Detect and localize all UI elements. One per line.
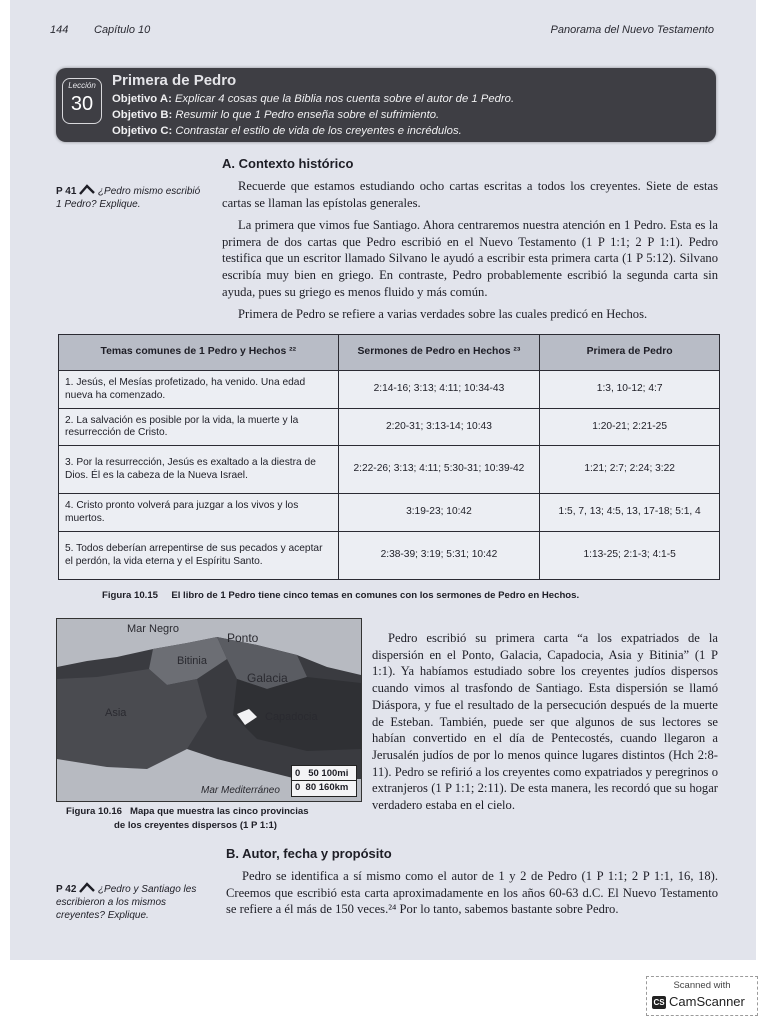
map-scale (291, 765, 357, 797)
question-p42: P 42 ¿Pedro y Santiago les escribieron a los mismos creyentes? Explique. (56, 884, 197, 921)
label-galacia: Galacia (247, 671, 288, 685)
table-cell: 1:5, 7, 13; 4:5, 13, 17-18; 5:1, 4 (540, 494, 720, 532)
label-asia: Asia (105, 707, 127, 719)
lesson-number: 30 (70, 93, 94, 115)
lesson-label: Lección (68, 81, 96, 90)
objective-a: Objetivo A: Explicar 4 cosas que la Biblia nos cuenta sobre el autor de 1 Pedro. (112, 93, 515, 105)
camscanner-logo-icon: CS (653, 998, 665, 1007)
label-black-sea: Mar Negro (127, 623, 179, 635)
chapter-label: Capítulo 10 (94, 24, 151, 36)
table-row (59, 371, 720, 409)
table-cell: 1:21; 2:7; 2:24; 3:22 (540, 446, 720, 494)
table-cell: 5. Todos deberían arrepentirse de sus pecados y aceptar el perdón, la vida eterna y el Espíritu Santo. (59, 532, 339, 580)
section-a-text (222, 178, 718, 323)
paragraph: La primera que vimos fue Santiago. Ahora centraremos nuestra atención en 1 Pedro. Esta es la primera de dos cartas que Pedro escribió en el Nuevo Testamento (1 P 1:1; 2 P 1:1). Pedro testifica que un escritor llamado Silvano le ayudó a escribir esta primera carta (1 P 5:12). Silvano escribía muy bien en griego. En contraste, Pedro probablemente escribió la segunda carta sin ayuda, pues su griego es menos fluido y más común. (222, 218, 718, 299)
table-cell: 2:22-26; 3:13; 4:11; 5:30-31; 10:39-42 (338, 446, 540, 494)
table-cell: 2:14-16; 3:13; 4:11; 10:34-43 (338, 371, 540, 409)
column-header: Temas comunes de 1 Pedro y Hechos ²² (59, 335, 339, 371)
table-cell: 1:20-21; 2:21-25 (540, 409, 720, 446)
provinces-map (56, 618, 362, 802)
table-cell: 3. Por la resurrección, Jesús es exaltado a la diestra de Dios. Él es la cabeza de la Nueva Israel. (59, 446, 339, 494)
themes-table (58, 334, 720, 580)
table-cell: 2:38-39; 3:19; 5:31; 10:42 (338, 532, 540, 580)
table-row (59, 409, 720, 446)
scale-km: 0 80 160km (295, 782, 349, 793)
section-b-text (226, 868, 718, 918)
section-a-heading: A. Contexto histórico (222, 156, 354, 171)
table-header-row (59, 335, 720, 371)
lesson-badge (62, 78, 102, 124)
dispersion-paragraph: Pedro escribió su primera carta “a los expatriados de la dispersión en el Ponto, Galacia, Capadocia, Asia y Bitinia” (1 P 1:1). Ya habíamos estudiado sobre los creyentes judíos dispersos cuando vimos al trasfondo de Santiago. Esta dispersión se llamó Diáspora, y fue el resultado de la persecución después de la muerte de Esteban. También, puede ser que algunos de sus lectores se habían convertido en el día de Pentecostés, cuando llegaron a Jerusalén judíos de por lo menos quince lugares distintos (Hch 2:8-11). Pedro se refirió a los creyentes como expatriados y peregrinos o extranjeros (1 P 1:1; 2:11). De esta manera, les recordó que su hogar verdadero estaba en el cielo. (372, 631, 718, 813)
paragraph: Pedro se identifica a sí mismo como el autor de 1 y 2 de Pedro (1 P 1:1; 2 P 1:1, 16, 18). Creemos que escribió esta carta aproximadamente en los años 60-63 d.C. El Nuevo Testamento se refiere a él más de 150 veces.²⁴ Por lo tanto, sabemos bastante sobre Pedro. (226, 869, 718, 917)
table-row (59, 494, 720, 532)
pencil-icon (79, 186, 98, 197)
column-header: Sermones de Pedro en Hechos ²³ (338, 335, 540, 371)
objective-b: Objetivo B: Resumir lo que 1 Pedro enseña sobre el sufrimiento. (112, 109, 440, 121)
figure-10-15-caption: Figura 10.15 El libro de 1 Pedro tiene cinco temas en comunes con los sermones de Pedro en Hechos. (102, 590, 580, 601)
section-b-heading: B. Autor, fecha y propósito (226, 846, 392, 861)
lesson-title: Primera de Pedro (112, 72, 237, 89)
table-cell: 3:19-23; 10:42 (338, 494, 540, 532)
label-ponto: Ponto (227, 631, 259, 645)
question-p41: P 41 ¿Pedro mismo escribió 1 Pedro? Explique. (56, 186, 201, 210)
column-header: Primera de Pedro (540, 335, 720, 371)
figure-10-16-caption-1: Figura 10.16 Mapa que muestra las cinco provincias (66, 806, 309, 817)
pencil-icon (79, 884, 98, 895)
table-cell: 4. Cristo pronto volverá para juzgar a los vivos y los muertos. (59, 494, 339, 532)
paragraph: Primera de Pedro se refiere a varias verdades sobre las cuales predicó en Hechos. (238, 307, 648, 322)
table-cell: 1:13-25; 2:1-3; 4:1-5 (540, 532, 720, 580)
label-bitinia: Bitinia (177, 655, 207, 667)
table-cell: 2:20-31; 3:13-14; 10:43 (338, 409, 540, 446)
lesson-banner (56, 68, 716, 142)
camscanner-watermark (646, 976, 758, 1016)
label-capadocia: Capadocia (265, 711, 318, 723)
camscanner-brand: CS CamScanner (653, 994, 745, 1009)
paragraph: Recuerde que estamos estudiando ocho cartas escritas a todos los creyentes. Siete de estas cartas se llaman las epístolas generales. (222, 179, 718, 210)
page-number: 144 (50, 24, 69, 36)
figure-10-16-caption-2: de los creyentes dispersos (1 P 1:1) (114, 820, 277, 831)
table-cell: 2. La salvación es posible por la vida, la muerte y la resurrección de Cristo. (59, 409, 339, 446)
scanned-page (10, 0, 756, 960)
table-row (59, 446, 720, 494)
scanned-with-label: Scanned with (673, 980, 731, 991)
book-title: Panorama del Nuevo Testamento (550, 24, 714, 36)
scale-miles: 0 50 100mi (295, 768, 349, 779)
table-cell: 1. Jesús, el Mesías profetizado, ha venido. Una edad nueva ha comenzado. (59, 371, 339, 409)
table-cell: 1:3, 10-12; 4:7 (540, 371, 720, 409)
table-row (59, 532, 720, 580)
label-mediterranean: Mar Mediterráneo (201, 785, 280, 796)
objective-c: Objetivo C: Contrastar el estilo de vida de los creyentes e incrédulos. (112, 125, 462, 137)
